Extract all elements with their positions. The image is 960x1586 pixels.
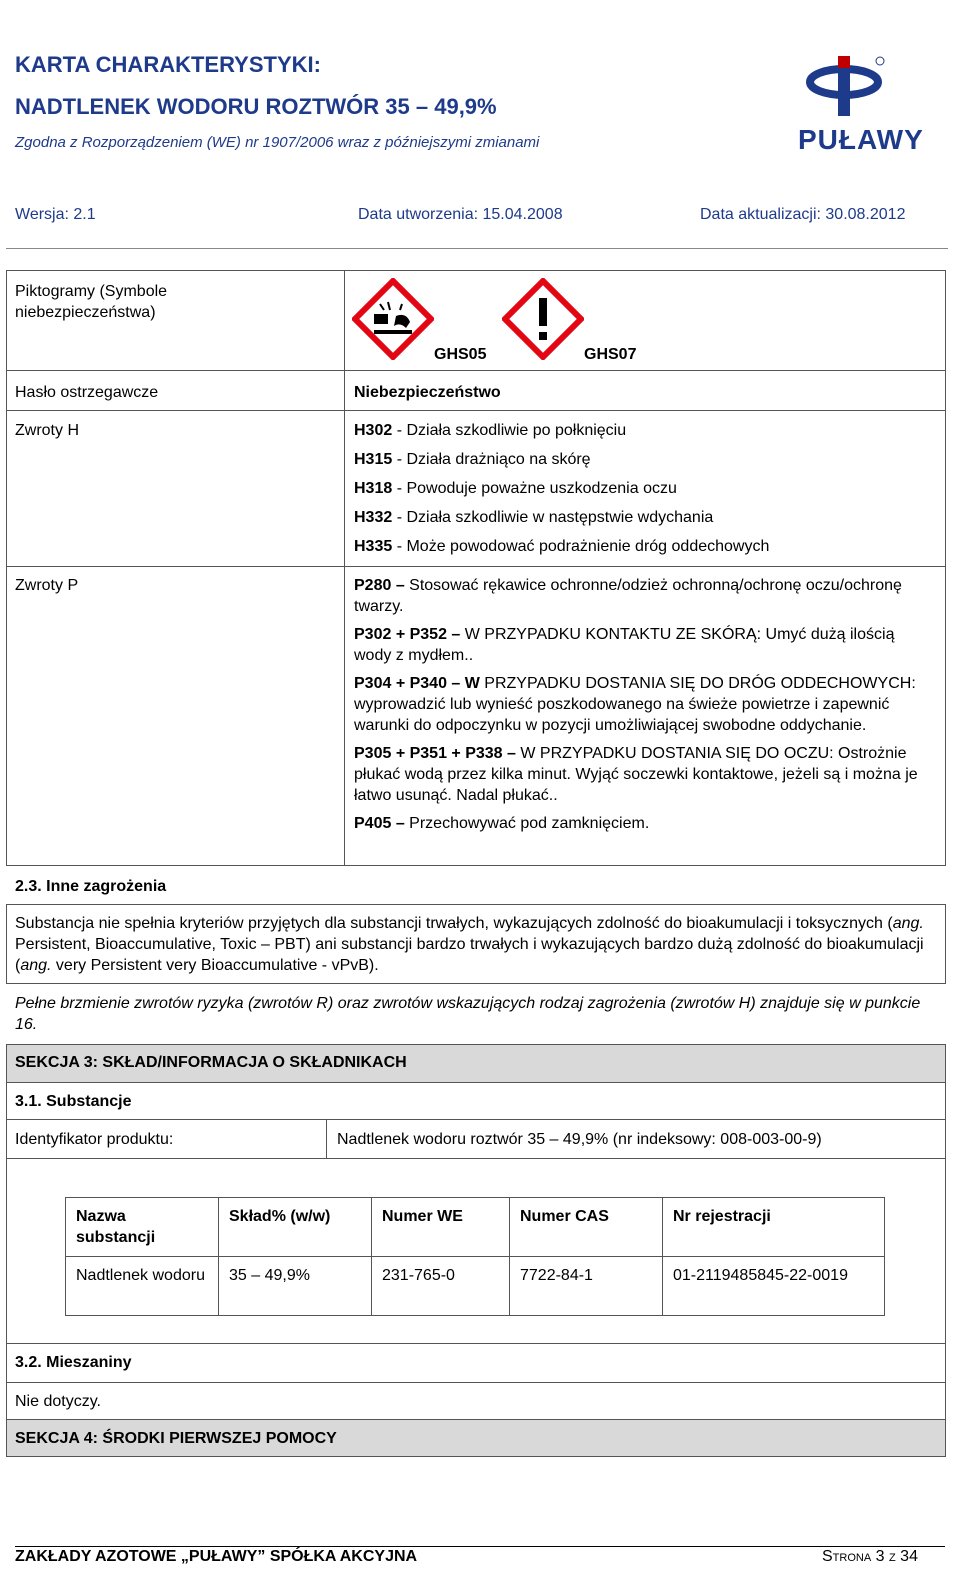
- updated-date: Data aktualizacji: 30.08.2012: [700, 206, 906, 223]
- p-phrase: [354, 673, 922, 736]
- pbt-statement: [15, 913, 935, 976]
- p-text: Przechowywać pod zamknięciem.: [404, 815, 650, 832]
- h-code: H335: [354, 538, 393, 555]
- p-code: P304 + P340 – W: [354, 675, 480, 692]
- h-phrase: [354, 449, 934, 478]
- table-cell: 7722-84-1: [510, 1257, 663, 1316]
- exclamation-icon: [502, 278, 584, 360]
- p-text: Stosować rękawice ochronne/odzież ochronną/ochronę oczu/ochronę twarzy.: [354, 577, 902, 615]
- corrosion-icon: [352, 278, 434, 360]
- pictograms-label: Piktogramy (Symbole niebezpieczeństwa): [15, 283, 168, 321]
- pbt-abbrev: ang.: [20, 957, 52, 974]
- created-date: Data utworzenia: 15.04.2008: [358, 206, 563, 223]
- regulation-subtitle: Zgodna z Rozporządzeniem (WE) nr 1907/2006 wraz z późniejszymi zmianami: [15, 134, 540, 151]
- h-phrase: [354, 478, 934, 507]
- h-code: H302: [354, 422, 393, 439]
- h-phrases-label: Zwroty H: [15, 422, 79, 439]
- substance-table: [65, 1197, 885, 1316]
- row-divider: [6, 410, 946, 411]
- column-header: Nazwa substancji: [66, 1198, 219, 1257]
- pbt-abbrev: ang.: [892, 915, 924, 932]
- p-phrases-list: [354, 575, 922, 834]
- section-4-heading: SEKCJA 4: ŚRODKI PIERWSZEJ POMOCY: [15, 1430, 337, 1447]
- h-code: H318: [354, 480, 393, 497]
- h-text: - Może powodować podrażnienie dróg oddechowych: [392, 538, 770, 555]
- page-word: Strona: [822, 1548, 872, 1565]
- h-code: H315: [354, 451, 393, 468]
- version: Wersja: 2.1: [15, 206, 96, 223]
- h-text: - Powoduje poważne uszkodzenia oczu: [392, 480, 677, 497]
- p-phrase: [354, 743, 922, 806]
- table-row: [66, 1257, 885, 1316]
- p-phrase: [354, 575, 922, 617]
- signal-word: Niebezpieczeństwo: [354, 384, 501, 401]
- column-header: Numer CAS: [510, 1198, 663, 1257]
- page-current: 3: [875, 1548, 885, 1565]
- p-text: W PRZYPADKU DOSTANIA SIĘ DO OCZU: Ostrożnie płukać wodą przez kilka minut. Wyjąć soczewki kontaktowe, jeżeli są i można je łatwo usunąć. Nadal płukać..: [354, 745, 918, 804]
- h-phrases-list: [354, 420, 934, 565]
- logo-text: PUŁAWY: [798, 124, 924, 155]
- footer-company: ZAKŁADY AZOTOWE „PUŁAWY” SPÓŁKA AKCYJNA: [15, 1548, 418, 1565]
- p-code: P280 –: [354, 577, 405, 594]
- sub-3-1-heading: 3.1. Substancje: [15, 1093, 132, 1110]
- pbt-text: Persistent, Bioaccumulative, Toxic – PBT) ani substancji bardzo trwałych i wykazujących bardzo dużą zdolność do bioakumulacji (: [15, 936, 924, 974]
- p-text: W PRZYPADKU KONTAKTU ZE SKÓRĄ: Umyć dużą ilością wody z mydłem..: [354, 626, 895, 664]
- p-text: PRZYPADKU DOSTANIA SIĘ DO DRÓG ODDECHOWYCH: wyprowadzić lub wynieść poszkodowanego na świeże powietrze i zapewnić warunki do odpoczynku w pozycji umożliwiającej swobodne oddychanie.: [354, 675, 916, 734]
- hazard-table-divider: [344, 270, 345, 866]
- p-phrases-label: Zwroty P: [15, 577, 79, 594]
- table-cell: 01-2119485845-22-0019: [663, 1257, 885, 1316]
- document-title: KARTA CHARAKTERYSTYKI:: [15, 52, 321, 77]
- table-header-row: [66, 1198, 885, 1257]
- pbt-text: very Persistent very Bioaccumulative - vPvB).: [51, 957, 379, 974]
- table-cell: 35 – 49,9%: [219, 1257, 372, 1316]
- identifier-divider: [326, 1119, 327, 1159]
- header-rule: [6, 248, 948, 249]
- row-divider: [6, 370, 946, 371]
- p-code: P405 –: [354, 815, 405, 832]
- page-total: 34: [900, 1548, 918, 1565]
- h-text: - Działa drażniąco na skórę: [392, 451, 591, 468]
- sub-3-1-box: [6, 1082, 946, 1120]
- sub-3-2-heading: 3.2. Mieszaniny: [15, 1354, 132, 1371]
- column-header: Skład% (w/w): [219, 1198, 372, 1257]
- section-2-3-heading: 2.3. Inne zagrożenia: [15, 878, 167, 895]
- p-code: P302 + P352 –: [354, 626, 461, 643]
- p-code: P305 + P351 + P338 –: [354, 745, 516, 762]
- p-phrase: [354, 813, 922, 834]
- row-divider: [6, 566, 946, 567]
- logo-emblem-icon: [796, 52, 900, 122]
- p-phrase: [354, 624, 922, 666]
- page-number: [822, 1546, 918, 1567]
- h-phrases-note: Pełne brzmienie zwrotów ryzyka (zwrotów R) oraz zwrotów wskazujących rodzaj zagrożenia (zwrotów H) znajduje się w punkcie 16.: [15, 995, 921, 1033]
- signal-word-label: Hasło ostrzegawcze: [15, 384, 159, 401]
- section-3-heading: SEKCJA 3: SKŁAD/INFORMACJA O SKŁADNIKACH: [15, 1054, 407, 1071]
- column-header: Numer WE: [372, 1198, 510, 1257]
- sub-3-2-text: Nie dotyczy.: [15, 1393, 101, 1410]
- column-header: Nr rejestracji: [663, 1198, 885, 1257]
- page-of: z: [888, 1548, 896, 1565]
- identifier-value: Nadtlenek wodoru roztwór 35 – 49,9% (nr indeksowy: 008-003-00-9): [337, 1131, 822, 1148]
- pbt-text: Substancja nie spełnia kryteriów przyjętych dla substancji trwałych, wykazujących zdolność do bioakumulacji i toksycznych (: [15, 915, 893, 932]
- pictogram-code-ghs05: GHS05: [434, 346, 487, 363]
- identifier-label: Identyfikator produktu:: [15, 1131, 174, 1148]
- company-logo: [796, 52, 924, 160]
- table-cell: Nadtlenek wodoru: [66, 1257, 219, 1316]
- h-phrase: [354, 507, 934, 536]
- h-text: - Działa szkodliwie po połknięciu: [392, 422, 627, 439]
- table-cell: 231-765-0: [372, 1257, 510, 1316]
- h-phrase: [354, 536, 934, 565]
- sub-3-2-content-box: [6, 1382, 946, 1420]
- pictogram-code-ghs07: GHS07: [584, 346, 637, 363]
- h-code: H332: [354, 509, 393, 526]
- h-phrase: [354, 420, 934, 449]
- product-title: NADTLENEK WODORU ROZTWÓR 35 – 49,9%: [15, 94, 497, 119]
- sub-3-2-box: [6, 1343, 946, 1383]
- h-text: - Działa szkodliwie w następstwie wdychania: [392, 509, 714, 526]
